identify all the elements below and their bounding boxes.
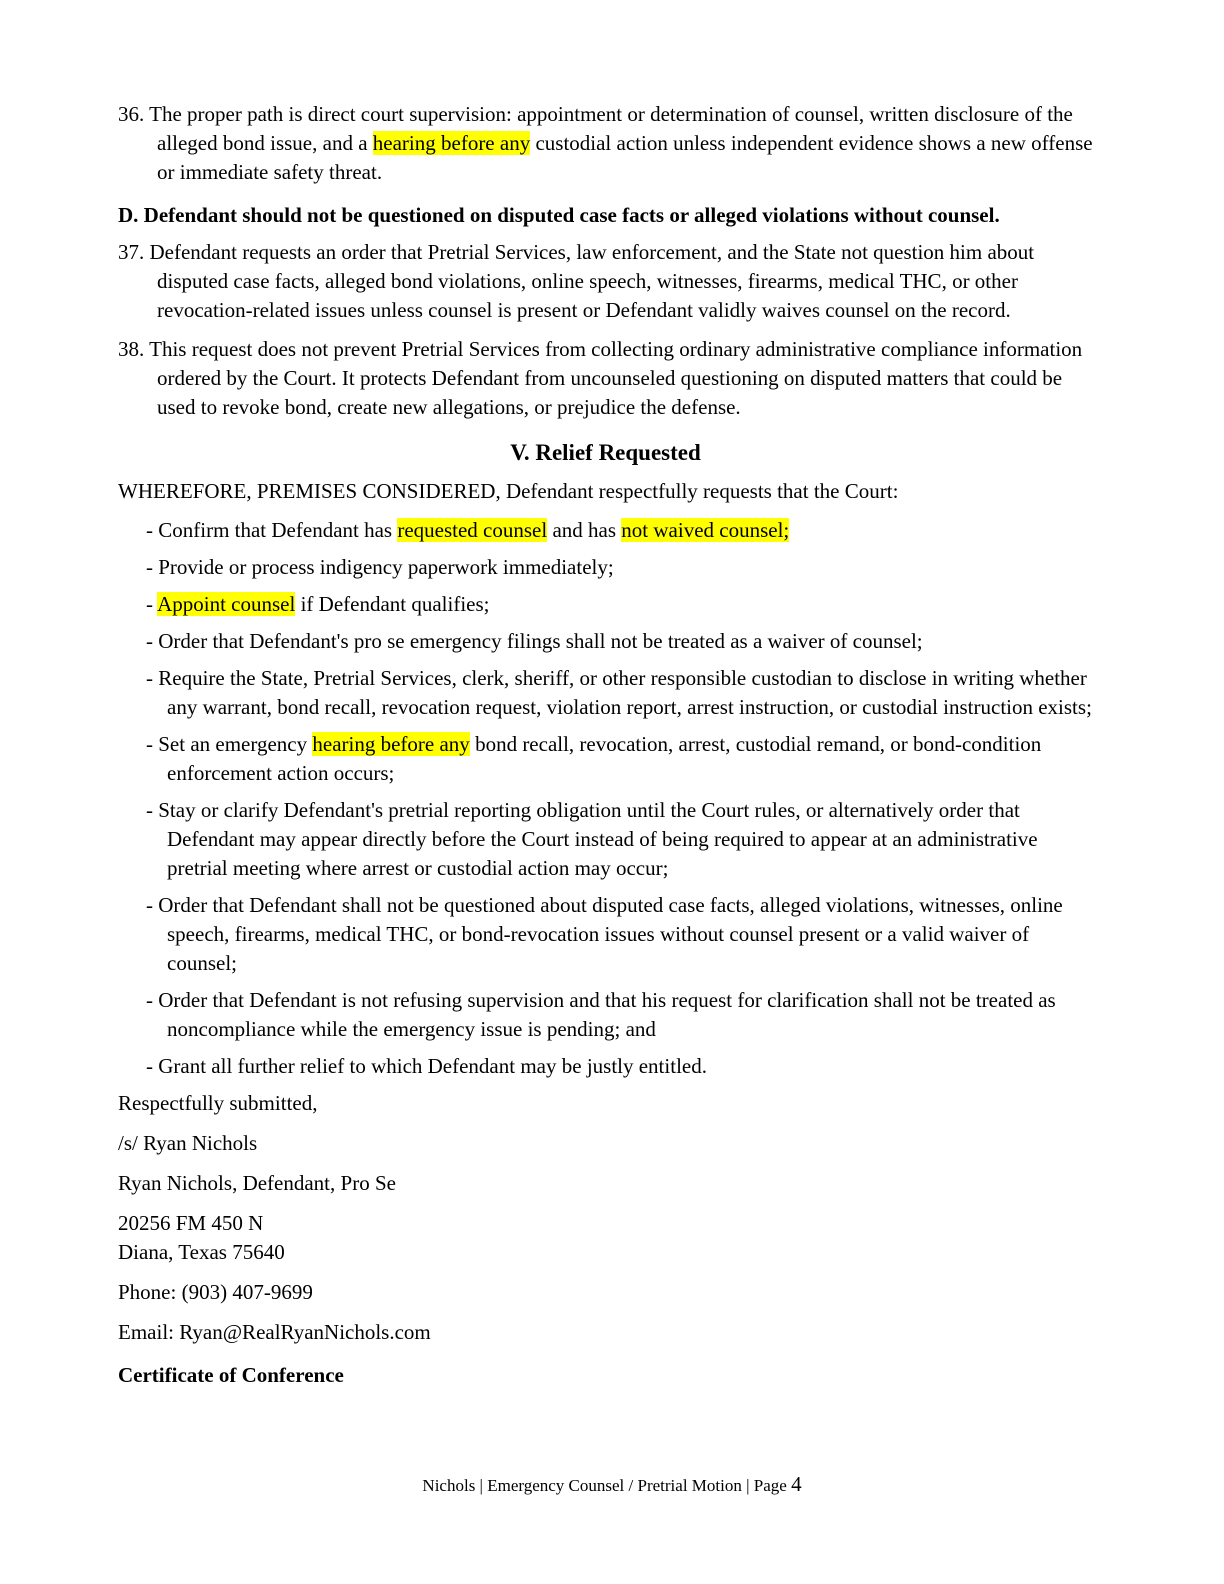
highlight-hearing-before-any: hearing before any [312, 732, 470, 756]
relief-item: - Order that Defendant is not refusing supervision and that his request for clarification shall not be treated as noncompliance while the emergency issue is pending; and [146, 988, 1056, 1041]
page-footer [0, 1472, 1224, 1497]
page-number: 4 [791, 1472, 802, 1496]
certificate-of-conference-heading: Certificate of Conference [118, 1363, 344, 1387]
closing-line: Respectfully submitted, [118, 1091, 318, 1115]
highlight-appoint-counsel: Appoint counsel [157, 592, 296, 616]
document-page [118, 100, 1093, 1411]
mailing-address [118, 1209, 1093, 1267]
relief-item [146, 590, 1093, 619]
relief-text: ; [783, 518, 790, 542]
relief-item: - Order that Defendant's pro se emergency filings shall not be treated as a waiver of counsel; [146, 629, 923, 653]
footer-text: Nichols | Emergency Counsel / Pretrial Motion | Page [422, 1476, 792, 1495]
paragraph-36 [118, 100, 1093, 187]
highlight-requested-counsel: requested counsel [397, 518, 548, 542]
relief-item: - Provide or process indigency paperwork immediately; [146, 555, 614, 579]
relief-text: - [146, 592, 158, 616]
relief-item: - Stay or clarify Defendant's pretrial reporting obligation until the Court rules, or alternatively order that Defendant may appear directly before the Court instead of being required to appear at an administrative pretrial meeting where arrest or custodial action may occur; [146, 798, 1038, 880]
relief-item: - Require the State, Pretrial Services, clerk, sheriff, or other responsible custodian to disclose in writing whether any warrant, bond recall, revocation request, violation report, arrest instruction, or custodial instruction exists; [146, 666, 1092, 719]
signature-line: /s/ Ryan Nichols [118, 1131, 258, 1155]
heading-section-d: D. Defendant should not be questioned on disputed case facts or alleged violations without counsel. [118, 203, 1000, 227]
wherefore-clause: WHEREFORE, PREMISES CONSIDERED, Defendant respectfully requests that the Court: [118, 479, 899, 503]
signer-name: Ryan Nichols, Defendant, Pro Se [118, 1171, 396, 1195]
paragraph-38: 38. This request does not prevent Pretrial Services from collecting ordinary administrative compliance information ordered by the Court. It protects Defendant from uncounseled questioning on disputed matters that could be used to revoke bond, create new allegations, or prejudice the defense. [118, 337, 1083, 419]
relief-item: - Order that Defendant shall not be questioned about disputed case facts, alleged violations, witnesses, online speech, firearms, medical THC, or bond-revocation issues without counsel present or a valid waiver of counsel; [146, 893, 1063, 975]
relief-text: bond recall, revocation, arrest, custodial remand, or bond-condition enforcement action occurs; [167, 732, 1042, 785]
section-title-relief-requested: V. Relief Requested [510, 440, 701, 465]
relief-item [146, 516, 1093, 545]
email-line: Email: Ryan@RealRyanNichols.com [118, 1320, 431, 1344]
relief-item [146, 730, 1093, 788]
paragraph-36-text-a: 36. The proper path is direct court supervision: appointment or determination of counsel, written disclosure of the alleged bond issue, and a [118, 102, 1073, 155]
relief-text: - Confirm that Defendant has [146, 518, 398, 542]
highlight-not-waived-counsel: not waived counsel [621, 518, 784, 542]
relief-text: - Set an emergency [146, 732, 313, 756]
relief-text: and has [547, 518, 622, 542]
paragraph-37: 37. Defendant requests an order that Pretrial Services, law enforcement, and the State not question him about disputed case facts, alleged bond violations, online speech, witnesses, firearms, medical THC, or other revocation-related issues unless counsel is present or Defendant validly waives counsel on the record. [118, 240, 1035, 322]
paragraph-36-text-b: custodial action unless independent evidence shows a new offense or immediate safety threat. [157, 131, 1093, 184]
relief-text: if Defendant qualifies; [295, 592, 490, 616]
address-line-2: Diana, Texas 75640 [118, 1240, 285, 1264]
relief-list [118, 516, 1093, 1081]
highlight-hearing-before-any: hearing before any [372, 131, 531, 155]
relief-item: - Grant all further relief to which Defendant may be justly entitled. [146, 1054, 707, 1078]
phone-line: Phone: (903) 407-9699 [118, 1280, 313, 1304]
address-line-1: 20256 FM 450 N [118, 1211, 264, 1235]
